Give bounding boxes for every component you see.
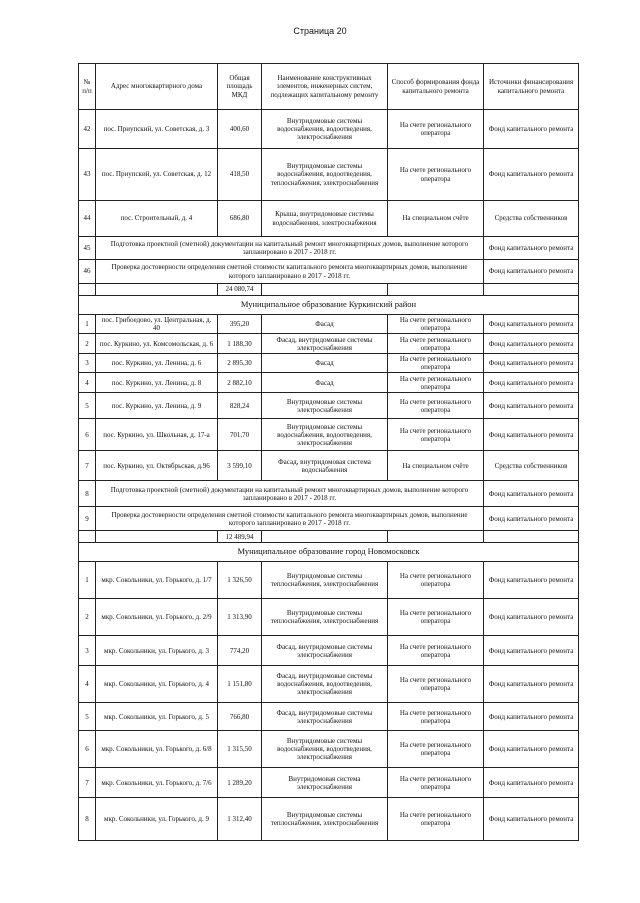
empty-cell <box>388 531 484 543</box>
row-method: На счете регионального оператора <box>388 354 484 373</box>
row-num: 6 <box>79 731 96 768</box>
row-area: 2 882,10 <box>218 373 262 393</box>
row-elements: Внутридомовые системы водоснабжения, водоотведения, электроснабжения <box>262 731 388 768</box>
row-elements: Фасад, внутридомовые системы электроснабжения <box>262 334 388 354</box>
row-address: мкр. Сокольники, ул. Горького, д. 9 <box>96 798 218 841</box>
row-area: 774,20 <box>218 636 262 666</box>
row-source: Фонд капитального ремонта <box>484 315 579 334</box>
row-source: Фонд капитального ремонта <box>484 731 579 768</box>
row-address: мкр. Сокольники, ул. Горького, д. 3 <box>96 636 218 666</box>
row-address: пос. Куркино, ул. Ленина, д. 8 <box>96 373 218 393</box>
row-source: Фонд капитального ремонта <box>484 419 579 451</box>
capital-repair-table <box>78 63 579 841</box>
row-address: мкр. Сокольники, ул. Горького, д. 1/7 <box>96 562 218 599</box>
table-row <box>79 201 579 237</box>
row-source: Фонд капитального ремонта <box>484 373 579 393</box>
row-description: Проверка достоверности определения сметной стоимости капитального ремонта многоквартирных домов, выполнение которого запланировано в 2017 - 2018 гг. <box>96 507 484 531</box>
row-address: мкр. Сокольники, ул. Горького, д. 2/9 <box>96 599 218 636</box>
section-row <box>79 543 579 562</box>
row-num: 4 <box>79 373 96 393</box>
row-source: Фонд капитального ремонта <box>484 666 579 703</box>
row-method: На счете регионального оператора <box>388 315 484 334</box>
row-address: пос. Приупский, ул. Советская, д. 12 <box>96 149 218 201</box>
row-num: 6 <box>79 419 96 451</box>
table-row <box>79 451 579 481</box>
table-row <box>79 149 579 201</box>
empty-cell <box>484 284 579 296</box>
row-area: 1 312,40 <box>218 798 262 841</box>
header-num: № п/п <box>79 64 96 110</box>
row-address: пос. Куркино, ул. Ленина, д. 9 <box>96 393 218 419</box>
section-title: Муниципальное образование город Новомосковск <box>79 543 579 562</box>
row-num: 2 <box>79 334 96 354</box>
row-address: пос. Приупский, ул. Советская, д. 3 <box>96 110 218 149</box>
header-area: Общая площадь МКД <box>218 64 262 110</box>
row-area: 828,24 <box>218 393 262 419</box>
row-elements: Фасад <box>262 354 388 373</box>
row-source: Фонд капитального ремонта <box>484 507 579 531</box>
row-source: Фонд капитального ремонта <box>484 237 579 260</box>
empty-cell <box>484 531 579 543</box>
row-num: 44 <box>79 201 96 237</box>
row-area: 1 289,20 <box>218 768 262 798</box>
table-row <box>79 562 579 599</box>
row-source: Фонд капитального ремонта <box>484 149 579 201</box>
row-address: мкр. Сокольники, ул. Горького, д. 4 <box>96 666 218 703</box>
total-row <box>79 284 579 296</box>
table-row <box>79 393 579 419</box>
row-area: 1 313,90 <box>218 599 262 636</box>
row-source: Средства собственников <box>484 201 579 237</box>
row-num: 1 <box>79 562 96 599</box>
row-source: Фонд капитального ремонта <box>484 703 579 731</box>
table-row <box>79 768 579 798</box>
table-row <box>79 354 579 373</box>
row-num: 1 <box>79 315 96 334</box>
empty-cell <box>262 531 388 543</box>
row-area: 400,60 <box>218 110 262 149</box>
row-method: На счете регионального оператора <box>388 798 484 841</box>
row-description: Подготовка проектной (сметной) документации на капитальный ремонт многоквартирных домов, выполнение которого запланировано в 2017 - 2018 гг. <box>96 481 484 507</box>
row-elements: Фасад, внутридомовые системы электроснабжения <box>262 703 388 731</box>
row-method: На специальном счёте <box>388 451 484 481</box>
row-source: Фонд капитального ремонта <box>484 636 579 666</box>
row-address: пос. Строительный, д. 4 <box>96 201 218 237</box>
row-method: На счете регионального оператора <box>388 419 484 451</box>
row-elements: Внутридомовые системы электроснабжения <box>262 393 388 419</box>
row-elements: Фасад, внутридомовые системы водоснабжения, водоотведения, электроснабжения <box>262 666 388 703</box>
row-num: 3 <box>79 354 96 373</box>
table-row <box>79 260 579 284</box>
row-source: Фонд капитального ремонта <box>484 481 579 507</box>
table-row <box>79 373 579 393</box>
row-elements: Внутридомовая система электроснабжения <box>262 768 388 798</box>
row-method: На счете регионального оператора <box>388 599 484 636</box>
empty-cell <box>262 284 388 296</box>
row-num: 46 <box>79 260 96 284</box>
table-row <box>79 798 579 841</box>
total-row <box>79 531 579 543</box>
empty-cell <box>388 284 484 296</box>
row-description: Подготовка проектной (сметной) документации на капитальный ремонт многоквартирных домов, выполнение которого запланировано в 2017 - 2018 гг. <box>96 237 484 260</box>
row-elements: Внутридомовые системы теплоснабжения, электроснабжения <box>262 599 388 636</box>
empty-cell <box>96 284 218 296</box>
row-method: На счете регионального оператора <box>388 636 484 666</box>
row-num: 8 <box>79 798 96 841</box>
table-row <box>79 599 579 636</box>
row-num: 4 <box>79 666 96 703</box>
header-method: Способ формирования фонда капитального ремонта <box>388 64 484 110</box>
row-num: 3 <box>79 636 96 666</box>
row-description: Проверка достоверности определения сметной стоимости капитального ремонта многоквартирных домов, выполнение которого запланировано в 2017 - 2018 гг. <box>96 260 484 284</box>
row-area: 1 151,80 <box>218 666 262 703</box>
row-elements: Фасад <box>262 315 388 334</box>
row-area: 1 188,30 <box>218 334 262 354</box>
row-num: 45 <box>79 237 96 260</box>
row-source: Фонд капитального ремонта <box>484 798 579 841</box>
table-row <box>79 636 579 666</box>
row-num: 8 <box>79 481 96 507</box>
section-row <box>79 296 579 315</box>
row-elements: Внутридомовые системы теплоснабжения, электроснабжения <box>262 562 388 599</box>
row-method: На счете регионального оператора <box>388 334 484 354</box>
row-method: На счете регионального оператора <box>388 703 484 731</box>
table-row <box>79 315 579 334</box>
row-area: 2 895,30 <box>218 354 262 373</box>
table-row <box>79 237 579 260</box>
row-num: 7 <box>79 768 96 798</box>
row-source: Фонд капитального ремонта <box>484 599 579 636</box>
row-address: пос. Грибоедово, ул. Центральная, д. 40 <box>96 315 218 334</box>
row-area: 701,70 <box>218 419 262 451</box>
row-source: Фонд капитального ремонта <box>484 110 579 149</box>
row-elements: Фасад <box>262 373 388 393</box>
row-address: пос. Куркино, ул. Ленина, д. 6 <box>96 354 218 373</box>
row-method: На счете регионального оператора <box>388 373 484 393</box>
row-num: 42 <box>79 110 96 149</box>
page-number-label: Страница 20 <box>293 26 347 36</box>
empty-cell <box>79 284 96 296</box>
row-area: 1 326,50 <box>218 562 262 599</box>
row-num: 5 <box>79 703 96 731</box>
row-source: Фонд капитального ремонта <box>484 260 579 284</box>
row-area: 418,50 <box>218 149 262 201</box>
row-address: мкр. Сокольники, ул. Горького, д. 5 <box>96 703 218 731</box>
row-elements: Крыша, внутридомовые системы водоснабжения, электроснабжения <box>262 201 388 237</box>
row-elements: Внутридомовые системы водоснабжения, водоотведения, теплоснабжения, электроснабжения <box>262 149 388 201</box>
row-method: На счете регионального оператора <box>388 393 484 419</box>
row-method: На счете регионального оператора <box>388 666 484 703</box>
row-method: На счете регионального оператора <box>388 110 484 149</box>
row-address: пос. Куркино, ул. Школьная, д. 17-а <box>96 419 218 451</box>
header-address: Адрес многоквартирного дома <box>96 64 218 110</box>
table-row <box>79 481 579 507</box>
row-num: 2 <box>79 599 96 636</box>
row-num: 5 <box>79 393 96 419</box>
row-elements: Внутридомовые системы водоснабжения, водоотведения, электроснабжения <box>262 419 388 451</box>
table-row <box>79 507 579 531</box>
table-header-row <box>79 64 579 110</box>
row-source: Средства собственников <box>484 451 579 481</box>
row-area: 3 599,10 <box>218 451 262 481</box>
row-method: На счете регионального оператора <box>388 768 484 798</box>
row-area: 766,80 <box>218 703 262 731</box>
table-row <box>79 110 579 149</box>
row-elements: Фасад, внутридомовые системы электроснабжения <box>262 636 388 666</box>
total-area: 24 080,74 <box>218 284 262 296</box>
table-row <box>79 419 579 451</box>
row-elements: Фасад, внутридомовая система водоснабжения <box>262 451 388 481</box>
row-method: На счете регионального оператора <box>388 149 484 201</box>
row-method: На счете регионального оператора <box>388 562 484 599</box>
total-area: 12 489,94 <box>218 531 262 543</box>
section-title: Муниципальное образование Куркинский район <box>79 296 579 315</box>
table-row <box>79 334 579 354</box>
row-source: Фонд капитального ремонта <box>484 562 579 599</box>
header-elements: Наименование конструктивных элементов, инженерных систем, подлежащих капитальному ремонту <box>262 64 388 110</box>
header-source: Источники финансирования капитального ремонта <box>484 64 579 110</box>
row-num: 43 <box>79 149 96 201</box>
row-source: Фонд капитального ремонта <box>484 768 579 798</box>
table-row <box>79 703 579 731</box>
row-elements: Внутридомовые системы теплоснабжения, электроснабжения <box>262 798 388 841</box>
row-address: пос. Куркино, ул. Комсомольская, д. 6 <box>96 334 218 354</box>
row-address: пос. Куркино, ул. Октябрьская, д.96 <box>96 451 218 481</box>
row-area: 686,80 <box>218 201 262 237</box>
row-address: мкр. Сокольники, ул. Горького, д. 6/8 <box>96 731 218 768</box>
row-method: На специальном счёте <box>388 201 484 237</box>
row-num: 9 <box>79 507 96 531</box>
row-num: 7 <box>79 451 96 481</box>
row-address: мкр. Сокольники, ул. Горького, д. 7/6 <box>96 768 218 798</box>
table-row <box>79 666 579 703</box>
table-row <box>79 731 579 768</box>
empty-cell <box>79 531 96 543</box>
row-source: Фонд капитального ремонта <box>484 334 579 354</box>
row-source: Фонд капитального ремонта <box>484 354 579 373</box>
row-area: 395,20 <box>218 315 262 334</box>
row-elements: Внутридомовые системы водоснабжения, водоотведения, электроснабжения <box>262 110 388 149</box>
row-method: На счете регионального оператора <box>388 731 484 768</box>
row-area: 1 315,50 <box>218 731 262 768</box>
row-source: Фонд капитального ремонта <box>484 393 579 419</box>
empty-cell <box>96 531 218 543</box>
